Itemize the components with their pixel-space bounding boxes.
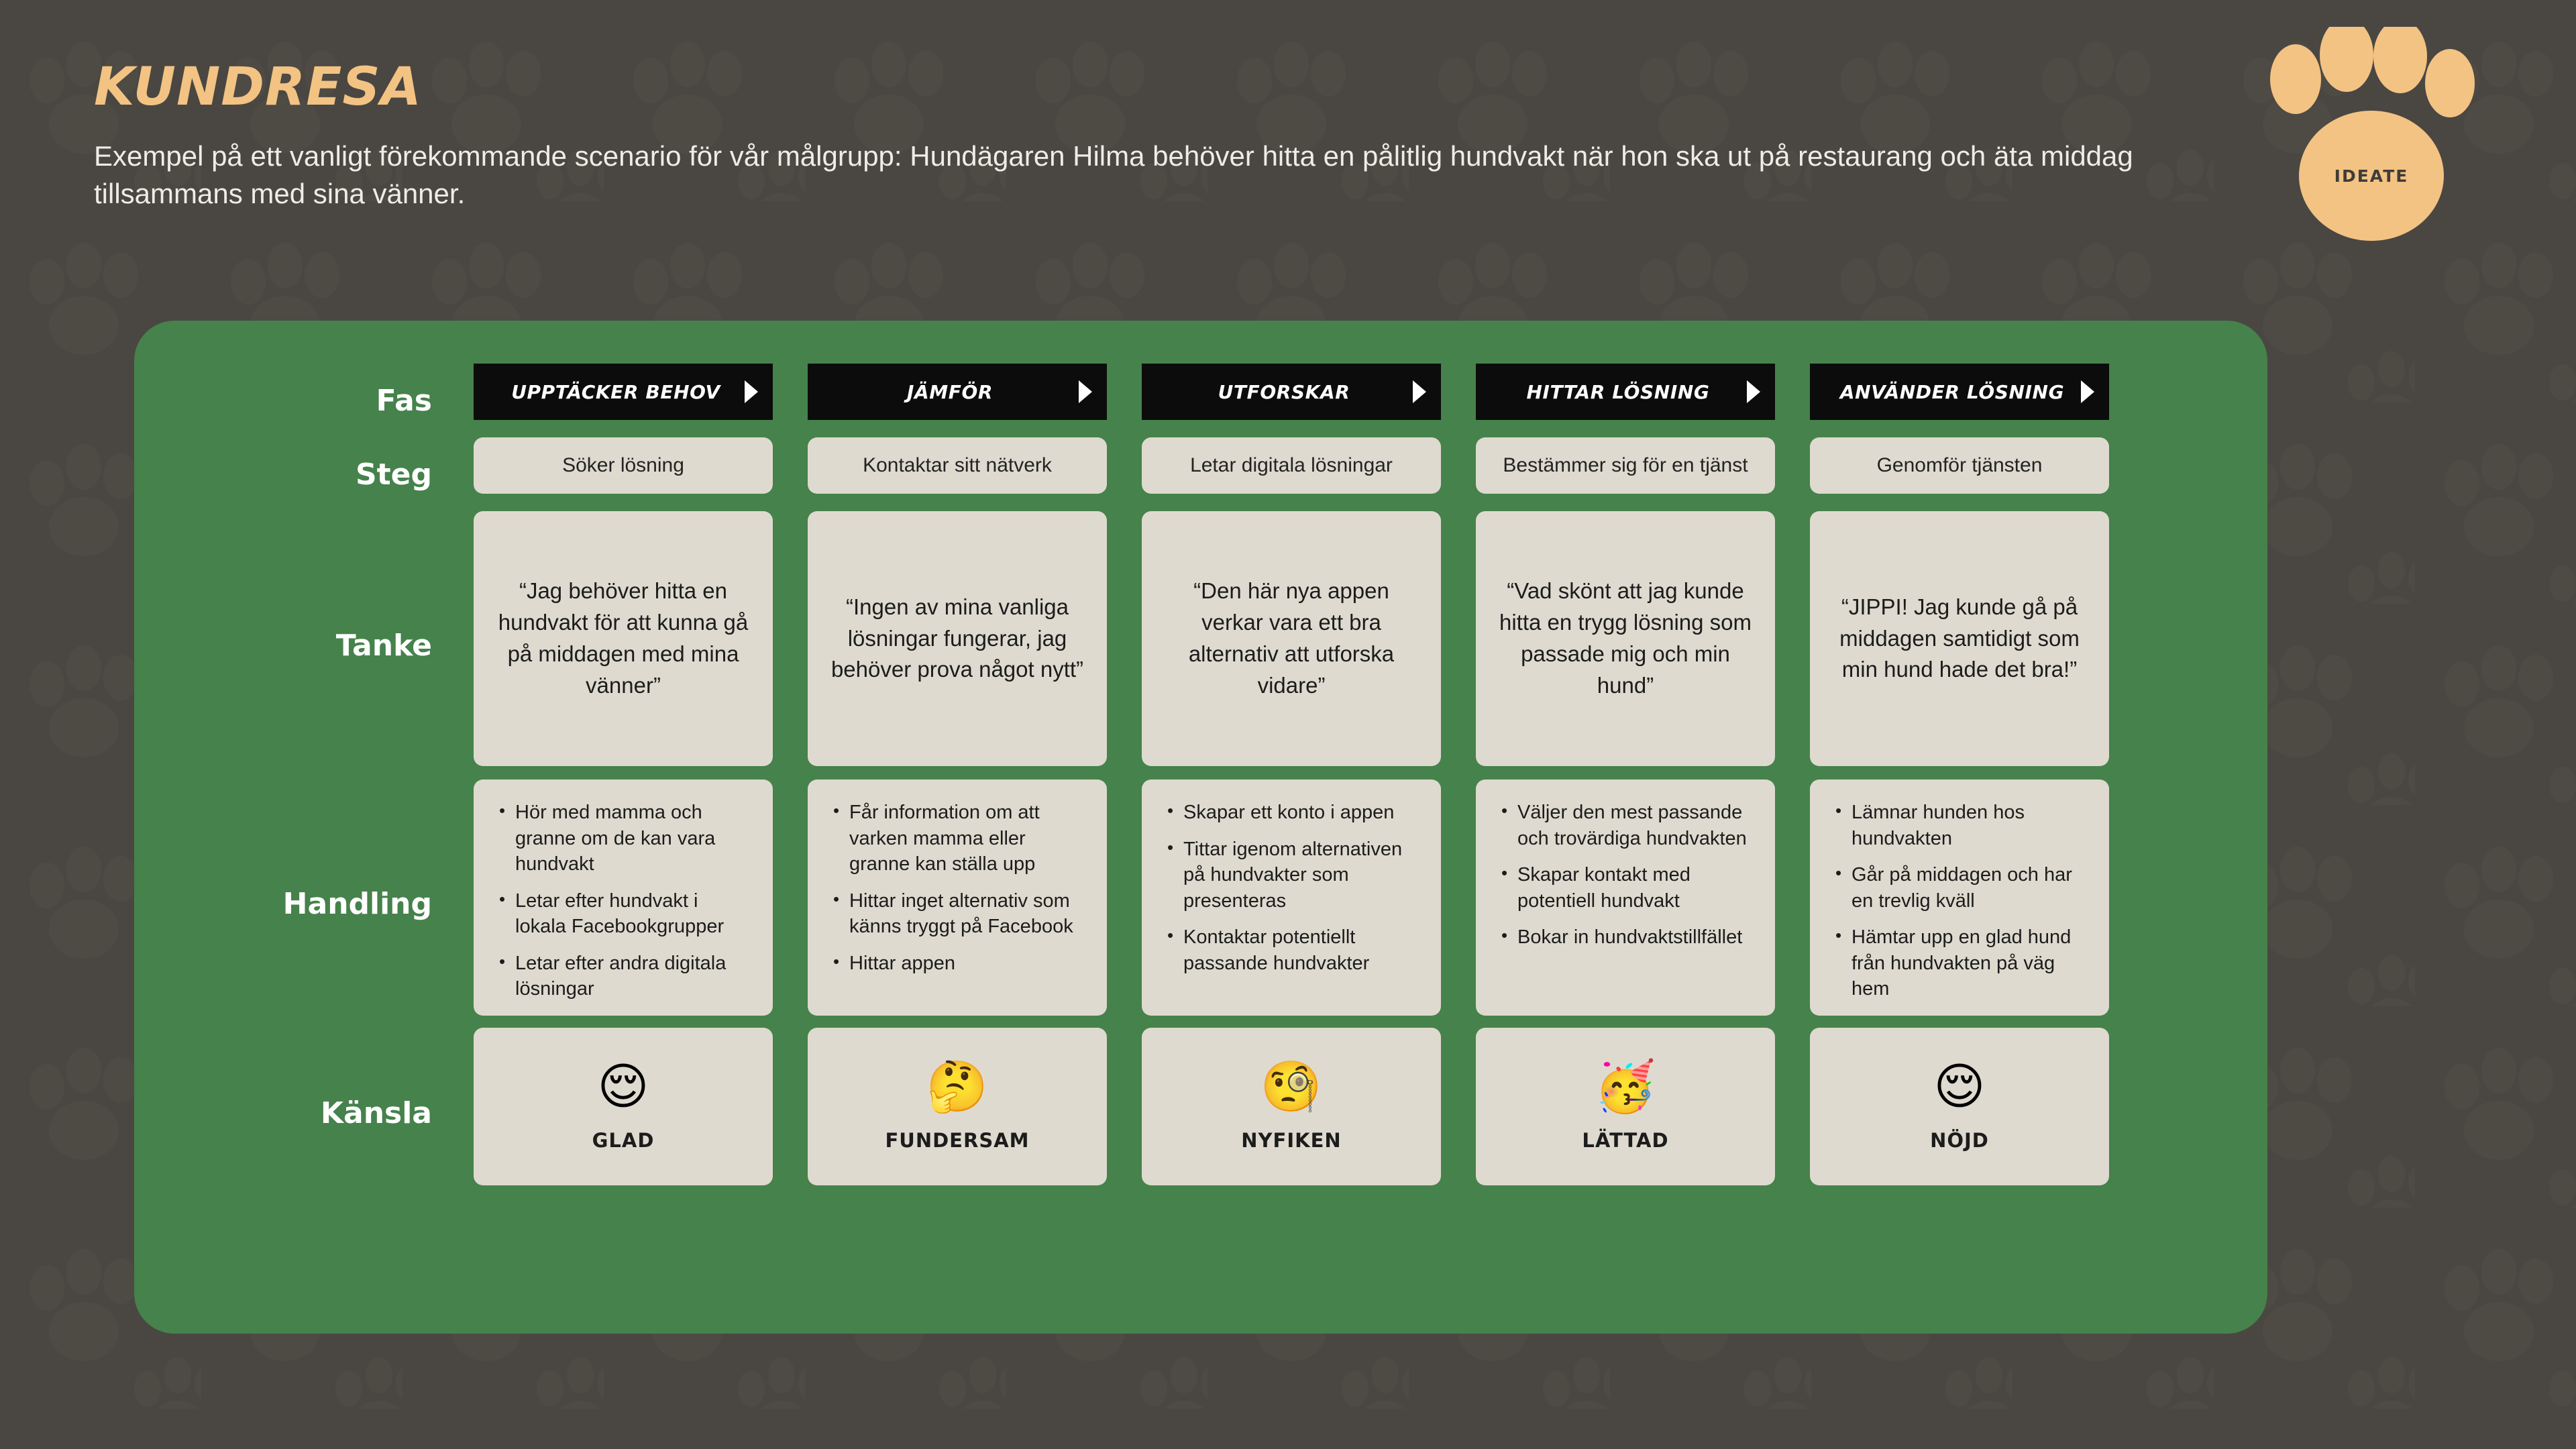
action-cell-5 (1792, 780, 2127, 1028)
phase-chip-2[interactable] (808, 364, 1107, 420)
step-text-3: Letar digitala lösningar (1190, 454, 1393, 476)
step-cell-4 (1458, 437, 1792, 511)
step-cell-3 (1124, 437, 1458, 511)
paw-print-icon (2267, 27, 2475, 248)
emoji-thinking-icon: 🤔 (926, 1057, 989, 1116)
action-item: • Hittar inget alternativ som känns tryggt på Facebook (828, 888, 1087, 940)
feeling-label-2: FUNDERSAM (885, 1128, 1030, 1152)
action-item: • Får information om att varken mamma eller granne kan ställa upp (828, 800, 1087, 877)
thought-text-3: “Den här nya appen verkar vara ett bra alternativ att utforska vidare” (1188, 578, 1395, 698)
action-list-5 (1830, 800, 2089, 1013)
action-item: • Letar efter andra digitala lösningar (494, 951, 753, 1002)
step-card-2 (808, 437, 1107, 494)
arrow-right-icon (1413, 380, 1426, 403)
phase-label-5: ANVÄNDER LÖSNING (1839, 380, 2065, 403)
action-card-5 (1810, 780, 2109, 1016)
action-item: • Går på middagen och har en trevlig kväll (1830, 862, 2089, 914)
action-cell-1 (456, 780, 790, 1028)
phase-chip-1[interactable] (474, 364, 773, 420)
thought-text-5: “JIPPI! Jag kunde gå på middagen samtidigt som min hund hade det bra!” (1839, 594, 2080, 682)
emoji-partying-icon: 🥳 (1594, 1057, 1657, 1116)
phase-cell-5 (1792, 364, 2127, 437)
thought-cell-5 (1792, 511, 2127, 780)
thought-cell-2 (790, 511, 1124, 780)
action-cell-2 (790, 780, 1124, 1028)
logo-text: IDEATE (2334, 166, 2409, 186)
feeling-label-3: NYFIKEN (1241, 1128, 1342, 1152)
row-label-action: Handling (282, 886, 432, 921)
thought-card-4 (1476, 511, 1775, 766)
feeling-label-5: NÖJD (1930, 1128, 1989, 1152)
step-text-2: Kontaktar sitt nätverk (863, 454, 1052, 476)
thought-cell-4 (1458, 511, 1792, 780)
page-subtitle: Exempel på ett vanligt förekommande scenario för vår målgrupp: Hundägaren Hilma behöver hitta en pålitlig hundvakt när hon ska ut på restaurang och äta middag tillsammans med sina vänner. (94, 140, 2133, 209)
step-text-4: Bestämmer sig för en tjänst (1503, 454, 1748, 476)
feeling-cell-3 (1124, 1028, 1458, 1199)
step-cell-2 (790, 437, 1124, 511)
thought-text-1: “Jag behöver hitta en hundvakt för att kunna gå på middagen med mina vänner” (498, 578, 749, 698)
phase-label-3: UTFORSKAR (1218, 380, 1350, 403)
phase-chip-3[interactable] (1142, 364, 1441, 420)
action-list-2 (828, 800, 1087, 987)
phase-cell-4 (1458, 364, 1792, 437)
action-item: • Lämnar hunden hos hundvakten (1830, 800, 2089, 851)
action-item: • Bokar in hundvaktstillfället (1496, 924, 1755, 951)
emoji-monocle-icon: 🧐 (1260, 1057, 1323, 1116)
row-label-feeling: Känsla (320, 1096, 432, 1130)
logo (2267, 27, 2475, 248)
phase-label-1: UPPTÄCKER BEHOV (511, 380, 720, 403)
action-cell-4 (1458, 780, 1792, 1028)
arrow-right-icon (1747, 380, 1760, 403)
feeling-cell-4 (1458, 1028, 1792, 1199)
action-list-3 (1162, 800, 1421, 987)
step-cell-5 (1792, 437, 2127, 511)
thought-text-2: “Ingen av mina vanliga lösningar fungerar, jag behöver prova något nytt” (830, 594, 1084, 682)
phase-cell-1 (456, 364, 790, 437)
action-item: • Tittar igenom alternativen på hundvakter som presenteras (1162, 837, 1421, 914)
phase-cell-3 (1124, 364, 1458, 437)
step-card-3 (1142, 437, 1441, 494)
thought-cell-1 (456, 511, 790, 780)
thought-card-2 (808, 511, 1107, 766)
feeling-label-4: LÄTTAD (1582, 1128, 1669, 1152)
action-item: • Hör med mamma och granne om de kan vara hundvakt (494, 800, 753, 877)
action-cell-3 (1124, 780, 1458, 1028)
feeling-cell-5 (1792, 1028, 2127, 1199)
thought-cell-3 (1124, 511, 1458, 780)
feeling-cell-2 (790, 1028, 1124, 1199)
action-item: • Skapar kontakt med potentiell hundvakt (1496, 862, 1755, 914)
journey-grid (134, 321, 2267, 1334)
action-item: • Hämtar upp en glad hund från hundvakten på väg hem (1830, 924, 2089, 1002)
phase-chip-5[interactable] (1810, 364, 2109, 420)
action-item: • Skapar ett konto i appen (1162, 800, 1421, 826)
arrow-right-icon (1079, 380, 1092, 403)
phase-label-2: JÄMFÖR (906, 380, 994, 403)
customer-journey-board (134, 321, 2267, 1334)
feeling-card-2 (808, 1028, 1107, 1185)
action-card-3 (1142, 780, 1441, 1016)
feeling-card-4 (1476, 1028, 1775, 1185)
step-text-1: Söker lösning (562, 454, 684, 476)
header (94, 57, 2174, 213)
action-item: • Kontaktar potentiellt passande hundvakter (1162, 924, 1421, 976)
arrow-right-icon (2081, 380, 2094, 403)
feeling-card-3 (1142, 1028, 1441, 1185)
phase-label-4: HITTAR LÖSNING (1526, 380, 1710, 403)
action-item: • Väljer den mest passande och trovärdiga hundvakten (1496, 800, 1755, 851)
action-list-4 (1496, 800, 1755, 961)
step-card-4 (1476, 437, 1775, 494)
thought-card-3 (1142, 511, 1441, 766)
step-text-5: Genomför tjänsten (1876, 454, 2043, 476)
phase-cell-2 (790, 364, 1124, 437)
action-list-1 (494, 800, 753, 1013)
row-label-phase: Fas (376, 383, 432, 418)
row-label-thought: Tanke (335, 628, 432, 663)
feeling-card-1 (474, 1028, 773, 1185)
feeling-card-5 (1810, 1028, 2109, 1185)
phase-chip-4[interactable] (1476, 364, 1775, 420)
action-card-1 (474, 780, 773, 1016)
action-item: • Hittar appen (828, 951, 1087, 977)
step-card-5 (1810, 437, 2109, 494)
feeling-label-1: GLAD (592, 1128, 655, 1152)
thought-text-4: “Vad skönt att jag kunde hitta en trygg lösning som passade mig och min hund” (1499, 578, 1752, 698)
action-card-4 (1476, 780, 1775, 1016)
action-card-2 (808, 780, 1107, 1016)
page-title: KUNDRESA (94, 57, 422, 117)
thought-card-1 (474, 511, 773, 766)
thought-card-5 (1810, 511, 2109, 766)
feeling-cell-1 (456, 1028, 790, 1199)
action-item: • Letar efter hundvakt i lokala Facebookgrupper (494, 888, 753, 940)
emoji-content-icon: 😌 (1933, 1057, 1986, 1116)
row-label-step: Steg (355, 457, 432, 492)
step-cell-1 (456, 437, 790, 511)
step-card-1 (474, 437, 773, 494)
emoji-relieved-icon: 😌 (597, 1057, 649, 1116)
arrow-right-icon (745, 380, 758, 403)
